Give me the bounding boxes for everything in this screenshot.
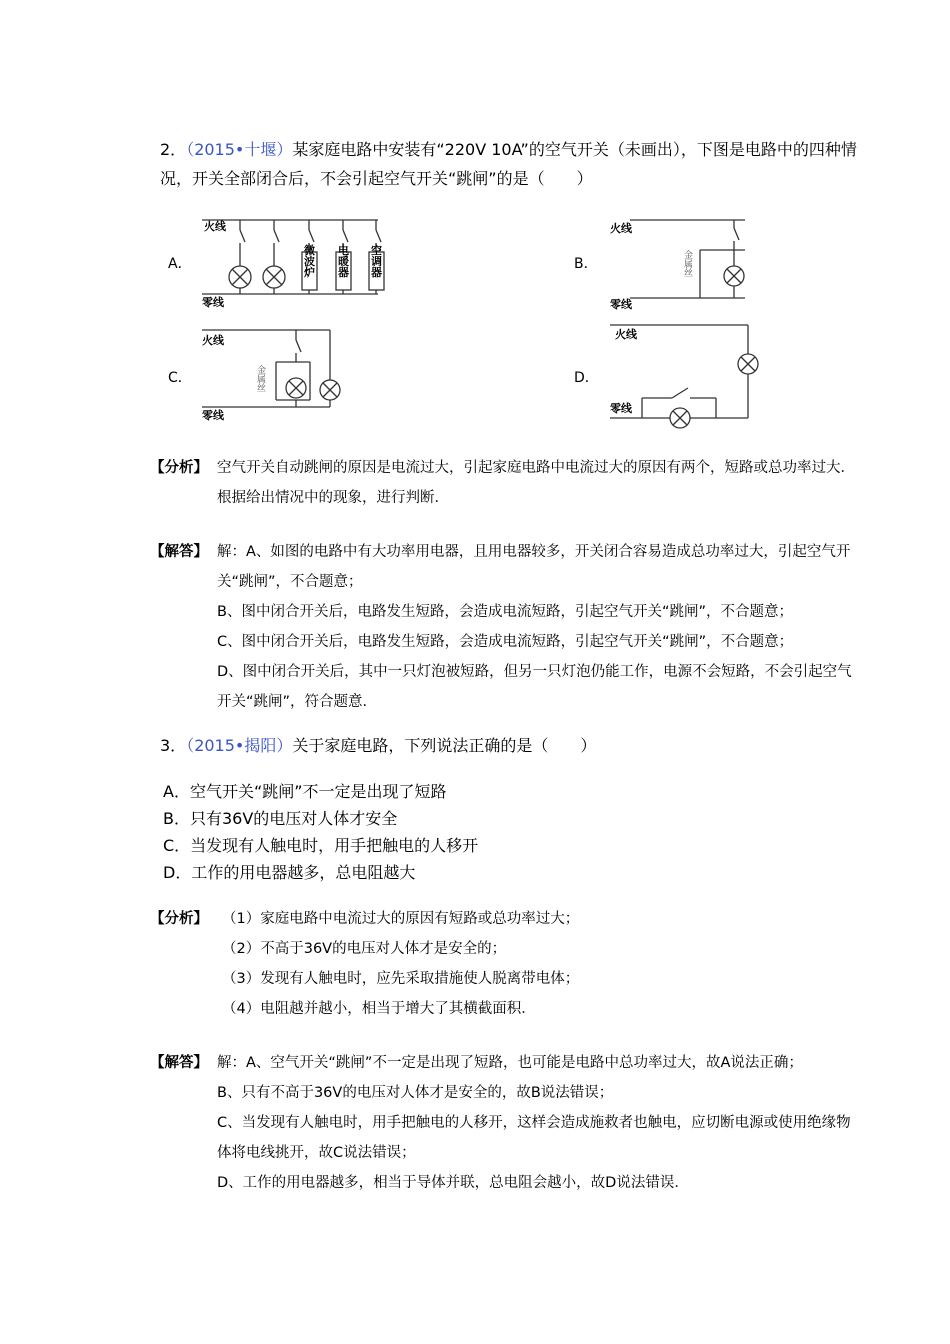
device-microwave: 微波炉 xyxy=(302,244,316,278)
q2-line2: 况，开关全部闭合后，不会引起空气开关“跳闸”的是（ ） xyxy=(160,169,593,188)
a-neutral-label: 零线 xyxy=(202,296,224,309)
d-live-label: 火线 xyxy=(615,328,637,341)
q2-answer-line-6: 开关“跳闸”，符合题意． xyxy=(217,694,378,710)
option-c-label: C． xyxy=(168,370,192,386)
q3-analysis-line-4: （4）电阻越并越小，相当于增大了其横截面积． xyxy=(222,1001,536,1017)
q3-analysis-line-1: （1）家庭电路中电流过大的原因有短路或总功率过大； xyxy=(222,911,580,927)
q2-source: （2015•十堰） xyxy=(186,140,293,159)
q3-source: （2015•揭阳） xyxy=(186,736,293,755)
q2-text-1: 某家庭电路中安装有“220V 10A”的空气开关（未画出），下图是电路中的四种情 xyxy=(292,140,857,159)
q3-answer-line-5: D、工作的用电器越多，相当于导体并联，总电阻会越小，故D说法错误． xyxy=(217,1175,689,1191)
q3-number: 3． xyxy=(160,736,187,755)
q3-analysis-tag: 【分析】 xyxy=(150,911,208,927)
c-live-label: 火线 xyxy=(202,334,224,347)
c-metal-wire-label: 金属丝 xyxy=(255,365,265,392)
q2-answer-line-4: C、图中闭合开关后，电路发生短路，会造成电流短路，引起空气开关“跳闸”，不合题意； xyxy=(217,634,794,650)
b-metal-wire-label: 金属丝 xyxy=(682,250,692,277)
q3-analysis-line-2: （2）不高于36V的电压对人体才是安全的； xyxy=(222,941,507,957)
q3-stem xyxy=(160,733,596,756)
option-b-label: B． xyxy=(574,256,598,272)
q3-option-a: A．空气开关“跳闸”不一定是出现了短路 xyxy=(163,782,447,801)
option-a-label: A． xyxy=(168,256,192,272)
q3-option-c: C．当发现有人触电时，用手把触电的人移开 xyxy=(163,836,479,855)
q3-answer-line-4: 体将电线挑开，故C说法错误； xyxy=(217,1145,416,1161)
option-d-label: D． xyxy=(574,370,599,386)
c-neutral-label: 零线 xyxy=(202,409,224,422)
q2-analysis-line-1: 空气开关自动跳闸的原因是电流过大，引起家庭电路中电流过大的原因有两个，短路或总功率过大． xyxy=(217,460,855,476)
d-neutral-label: 零线 xyxy=(610,402,632,415)
q3-option-d: D．工作的用电器越多，总电阻越大 xyxy=(163,863,416,882)
device-heater: 电暖器 xyxy=(336,244,350,278)
q3-option-b: B．只有36V的电压对人体才安全 xyxy=(163,809,398,828)
q3-answer-line-3: C、当发现有人触电时，用手把触电的人移开，这样会造成施救者也触电，应切断电源或使用绝缘物 xyxy=(217,1115,851,1131)
device-aircon: 空调器 xyxy=(369,244,383,278)
a-live-label: 火线 xyxy=(204,220,226,233)
b-live-label: 火线 xyxy=(610,222,632,235)
q3-answer-tag: 【解答】 xyxy=(150,1055,208,1071)
q2-number: 2． xyxy=(160,140,187,159)
q2-answer-line-3: B、图中闭合开关后，电路发生短路，会造成电流短路，引起空气开关“跳闸”，不合题意； xyxy=(217,604,793,620)
circuit-figure xyxy=(160,210,780,435)
q3-analysis-line-3: （3）发现有人触电时，应先采取措施使人脱离带电体； xyxy=(222,971,580,987)
q2-answer-tag: 【解答】 xyxy=(150,544,208,560)
b-neutral-label: 零线 xyxy=(610,298,632,311)
q2-analysis-line-2: 根据给出情况中的现象，进行判断． xyxy=(217,490,449,506)
q2-line1 xyxy=(160,137,857,160)
circuit-a xyxy=(202,220,384,294)
q3-answer-line-1: 解：A、空气开关“跳闸”不一定是出现了短路，也可能是电路中总功率过大，故A说法正确； xyxy=(217,1055,803,1071)
q3-answer-line-2: B、只有不高于36V的电压对人体才是安全的，故B说法错误； xyxy=(217,1085,614,1101)
q2-answer-line-1: 解：A、如图的电路中有大功率用电器，且用电器较多，开关闭合容易造成总功率过大，引起空气开 xyxy=(217,544,851,560)
q2-answer-line-5: D、图中闭合开关后，其中一只灯泡被短路，但另一只灯泡仍能工作，电源不会短路，不会引起空气 xyxy=(217,664,852,680)
q2-answer-line-2: 关“跳闸”，不合题意； xyxy=(217,574,363,590)
q2-analysis-tag: 【分析】 xyxy=(150,460,208,476)
q3-text: 关于家庭电路，下列说法正确的是（ ） xyxy=(292,736,597,755)
